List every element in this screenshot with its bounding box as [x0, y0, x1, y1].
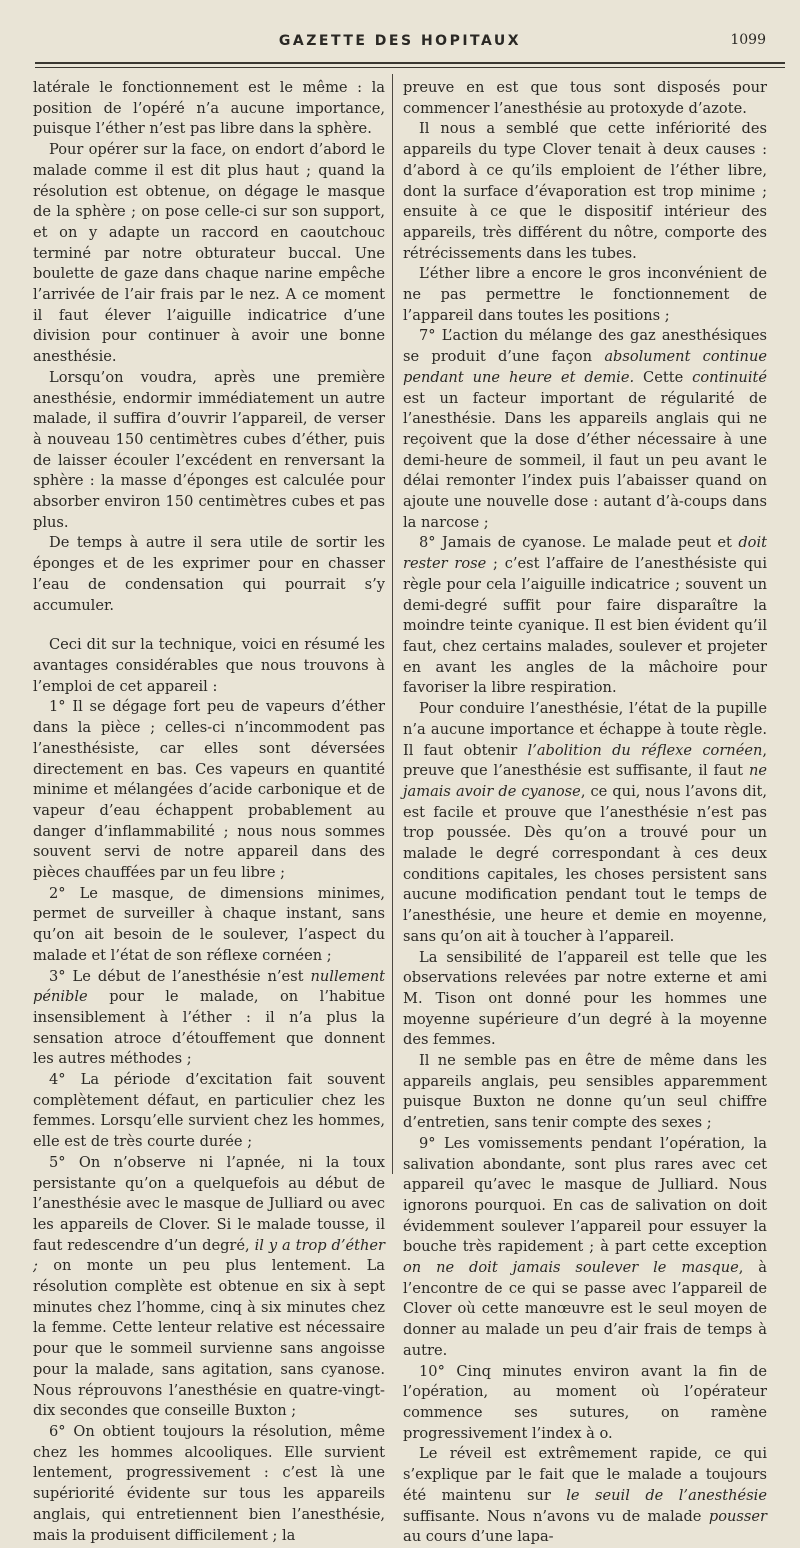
italic-run: continuité — [692, 368, 767, 386]
text-run: Cette — [634, 368, 693, 386]
paragraph: L’éther libre a encore le gros inconvénient de ne pas permettre le fonctionnement de l’appareil dans toutes les positions ; — [403, 265, 767, 324]
text-run: Pour conduire l’anesthésie, l’état de la pupille n’a aucune importance et échappe à toute règle. Il faut obtenir — [403, 700, 767, 759]
italic-run: doit rester rose — [403, 534, 767, 573]
text-run: 3° Le début de l’anesthésie n’est — [49, 967, 311, 985]
column-separator — [392, 74, 393, 1174]
text-run: 5° On n’observe ni l’apnée, ni la toux persistante qu’on a quelquefois au début de l’anesthésie avec le masque de Julliard ou avec les appareils de Clover. Si le malade tousse, il faut redescendre d’un degré, — [33, 1153, 385, 1254]
text-run: 7° L’action du mélange des gaz anesthésiques se produit d’une façon — [403, 327, 767, 366]
italic-run: le seuil de l’anesthésie — [566, 1486, 767, 1504]
text-run: on monte un peu plus lentement. La résolution complète est obtenue en six à sept minutes chez l’homme, cinq à six minutes chez la femme. Cette lenteur relative est nécessaire pour que le sommeil survienne sans angoisse pour la malade, sans agitation, sans cyanose. Nous réprouvons l’anesthésie en quatre-vingt-dix secondes que conseille Buxton ; — [33, 1257, 385, 1420]
italic-run: on ne doit jamais soulever le masque — [403, 1259, 739, 1277]
page-header — [28, 30, 772, 52]
text-run: ; c’est l’affaire de l’anesthésiste qui règle pour cela l’aiguille indicatrice ; souvent un demi-degré suffit pour faire disparaître la moindre teinte cyanique. Il est bien évident qu’il faut, chez certains malades, soulever et projeter en avant les angles de la mâchoire pour favoriser la libre respiration. — [403, 555, 767, 697]
italic-run: l’abolition du réflexe cornéen — [527, 741, 763, 759]
list-item — [403, 1134, 767, 1362]
list-item: 4° La période d’excitation fait souvent complètement défaut, en particulier chez les femmes. Lorsqu’elle survient chez les hommes, elle est de très courte durée ; — [33, 1071, 385, 1151]
text-run: Le réveil est extrêmement rapide, ce qui s’explique par le fait que le malade a toujours été maintenu sur — [403, 1445, 767, 1504]
header-rule-thick — [35, 62, 785, 64]
italic-run: pousser — [708, 1507, 767, 1525]
text-run: suffisante. Nous n’avons vu de malade — [403, 1507, 709, 1525]
italic-run: il y a trop d’éther ; — [33, 1236, 385, 1275]
text-run: 8° Jamais de cyanose. Le malade peut et — [419, 534, 739, 552]
text-run: au cours d’une lapa- — [403, 1528, 554, 1546]
paragraph — [403, 699, 767, 947]
paragraph: preuve en est que tous sont disposés pour commencer l’anesthésie au protoxyde d’azote. — [403, 79, 767, 117]
journal-title: GAZETTE DES HOPITAUX — [278, 33, 522, 49]
list-item — [403, 533, 767, 699]
list-item — [33, 1153, 385, 1422]
list-item: 2° Le masque, de dimensions minimes, permet de surveiller à chaque instant, sans qu’on ait besoin de le soulever, l’aspect du malade et l’état de son réflexe cornéen ; — [33, 884, 385, 964]
paragraph: Pour opérer sur la face, on endort d’abord le malade comme il est dit plus haut ; quand la résolution est obtenue, on dégage le masque de la sphère ; on pose celle-ci sur son support, et on y adapte un raccord en caoutchouc terminé par notre obturateur buccal. Une boulette de gaze dans chaque narine empêche l’arrivée de l’air frais par le nez. A ce moment il faut élever l’aiguille indicatrice d’une division pour continuer à avoir une bonne anesthésie. — [33, 141, 385, 366]
list-item — [403, 326, 767, 533]
paragraph: Lorsqu’on voudra, après une première anesthésie, endormir immédiatement un autre malade, il suffira d’ouvrir l’appareil, de verser à nouveau 150 centimètres cubes d’éther, puis de laisser écouler l’excédent en renversant la sphère : la masse d’éponges est calculée pour absorber environ 150 centimètres cubes et pas plus. — [33, 368, 385, 531]
text-run: , preuve que l’anesthésie est suffisante, il faut — [403, 741, 768, 780]
list-item: 6° On obtient toujours la résolution, même chez les hommes alcooliques. Elle survient lentement, progressivement : c’est là une supériorité évidente sur tous les appareils anglais, qui entretiennent bien l’anesthésie, mais la produisent difficilement ; la — [33, 1423, 385, 1544]
list-item — [33, 967, 385, 1071]
paragraph: latérale le fonctionnement est le même : la position de l’opéré n’a aucune importance, puisque l’éther n’est pas libre dans la sphère. — [33, 79, 385, 138]
italic-run: absolument continue pendant une heure et demie. — [403, 348, 767, 386]
left-column — [33, 78, 385, 1546]
paragraph: La sensibilité de l’appareil est telle que les observations relevées par notre externe et ami M. Tison ont donné pour les hommes une moyenne supérieure d’un degré à la moyenne des femmes. — [403, 948, 767, 1049]
italic-run: ne jamais avoir de cyanose — [403, 762, 767, 800]
paragraph: De temps à autre il sera utile de sortir les éponges et de les exprimer pour en chasser l’eau de condensation qui pourrait s’y accumuler. — [33, 534, 385, 614]
paragraph: Ceci dit sur la technique, voici en résumé les avantages considérables que nous trouvons à l’emploi de cet appareil : — [33, 636, 385, 695]
text-run: , ce qui, nous l’avons dit, est facile et prouve que l’anesthésie n’est pas trop poussée. Dès qu’on a trouvé pour un malade le degré correspondant à ces deux conditions capitales, les choses persistent sans aucune modification pendant tout le temps de l’anesthésie, une heure et demie en moyenne, sans qu’on ait à toucher à l’appareil. — [403, 782, 767, 945]
text-run: pour le malade, on l’habitue insensiblement à l’éther : il n’a plus la sensation atroce d’étouffement que donnent les autres méthodes ; — [33, 988, 385, 1068]
page-number: 1099 — [730, 32, 766, 48]
list-item: 1° Il se dégage fort peu de vapeurs d’éther dans la pièce ; celles-ci n’incommodent pas l’anesthésiste, car elles sont déversées directement en bas. Ces vapeurs en quantité minime et mélangées d’acide carbonique et de vapeur d’eau échappent probablement au danger d’inflammabilité ; nous nous sommes souvent servi de notre appareil dans des pièces chauffées par un feu libre ; — [33, 698, 385, 882]
text-run: est un facteur important de régularité de l’anesthésie. Dans les appareils anglais qui ne reçoivent que la dose d’éther nécessaire à une demi-heure de sommeil, il faut un peu avant le délai remonter l’index puis l’abaisser quand on ajoute une nouvelle dose : autant d’à-coups dans la narcose ; — [403, 389, 767, 531]
text-run: 9° Les vomissements pendant l’opération, la salivation abondante, sont plus rares avec cet appareil qu’avec le masque de Julliard. Nous ignorons pourquoi. En cas de salivation on doit évidemment soulever l’appareil pour essuyer la bouche très rapidement ; à part cette exception — [403, 1134, 767, 1256]
paragraph: Il nous a semblé que cette infériorité des appareils du type Clover tenait à deux causes : d’abord à ce qu’ils emploient de l’éther libre, dont la surface d’évaporation est trop minime ; ensuite à ce que le dispositif intérieur des appareils, très différent du nôtre, comporte des rétrécissements dans les tubes. — [403, 120, 767, 262]
header-rule-thin — [35, 67, 785, 68]
text-run: , à l’encontre de ce qui se passe avec l’appareil de Clover où cette manœuvre est le seul moyen de donner au malade un peu d’air frais de temps à autre. — [403, 1259, 767, 1359]
paragraph — [403, 1444, 767, 1548]
paragraph: Il ne semble pas en être de même dans les appareils anglais, peu sensibles apparemment puisque Buxton ne donne qu’un seul chiffre d’entretien, sans tenir compte des sexes ; — [403, 1052, 767, 1132]
list-item: 10° Cinq minutes environ avant la fin de l’opération, au moment où l’opérateur commence ses sutures, on ramène progressivement l’index à o. — [403, 1362, 767, 1442]
right-column — [403, 78, 767, 1548]
italic-run: nullement pénible — [33, 967, 385, 1006]
